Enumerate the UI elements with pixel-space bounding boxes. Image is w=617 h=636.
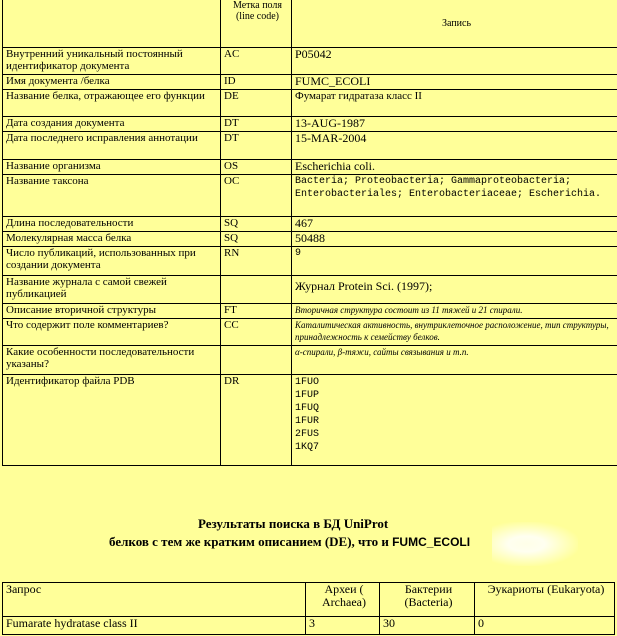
pdb-id: 1FUO xyxy=(295,377,320,388)
entry-name: Название журнала с самой свежей публикацией xyxy=(3,276,221,304)
results-table xyxy=(2,582,615,635)
entry-value: Вторичная структура состоит из 11 тяжей и 21 спирали. xyxy=(292,304,617,319)
entry-name: Идентификатор файла PDB xyxy=(3,375,221,466)
entry-code: AC xyxy=(221,48,292,75)
entry-row-cc xyxy=(3,319,617,346)
results-header-query: Запрос xyxy=(3,583,306,617)
entry-header-row xyxy=(3,0,617,48)
entry-name: Дата последнего исправления аннотации xyxy=(3,132,221,160)
entry-code: DR xyxy=(221,375,292,466)
header-line-code: Метка поля (line code) xyxy=(221,0,292,48)
entry-code: FT xyxy=(221,304,292,319)
pdb-id: 1FUR xyxy=(295,416,320,427)
entry-value: Каталитическая активность, внутриклеточное расположение, тип структуры, принадлежность к семейству белков. xyxy=(292,319,617,346)
entry-row-id xyxy=(3,75,617,90)
entry-value: α-спирали, β-тяжи, сайты связывания и т.п. xyxy=(292,346,617,375)
entry-row-journal xyxy=(3,276,617,304)
entry-value: 9 xyxy=(292,247,617,276)
entry-code: ID xyxy=(221,75,292,90)
pdb-id: 1FUQ xyxy=(295,403,320,414)
entry-row-ft xyxy=(3,304,617,319)
results-header-bacteria: Бактерии (Bacteria) xyxy=(380,583,475,617)
pdb-id: 2FUS xyxy=(295,429,320,440)
entry-row-sq-mass xyxy=(3,232,617,247)
entry-row-os xyxy=(3,160,617,175)
entry-name: Дата создания документа xyxy=(3,117,221,132)
entry-row-dt-updated xyxy=(3,132,617,160)
entry-code xyxy=(221,346,292,375)
results-bacteria: 30 xyxy=(380,617,475,635)
pdb-id: 1KQ7 xyxy=(295,442,320,453)
entry-name: Какие особенности последовательности указаны? xyxy=(3,346,221,375)
results-title-line1: Результаты поиска в БД UniProt xyxy=(198,516,389,531)
entry-value: FUMC_ECOLI xyxy=(292,75,617,90)
entry-value: 13-AUG-1987 xyxy=(292,117,617,132)
entry-code: DT xyxy=(221,117,292,132)
entry-table xyxy=(2,0,617,466)
results-query: Fumarate hydratase class II xyxy=(3,617,306,635)
decorative-glow xyxy=(492,522,578,566)
header-record: Запись xyxy=(292,0,617,48)
entry-name: Название организма xyxy=(3,160,221,175)
entry-code: DT xyxy=(221,132,292,160)
results-title-line2-prefix: белков с тем же кратким описанием (DE), что и xyxy=(109,534,393,549)
results-title-line2-code: FUMC_ECOLI xyxy=(392,535,471,549)
entry-name: Длина последовательности xyxy=(3,217,221,232)
entry-name: Молекулярная масса белка xyxy=(3,232,221,247)
entry-value: Escherichia coli. xyxy=(292,160,617,175)
entry-row-dr xyxy=(3,375,617,466)
entry-code: OS xyxy=(221,160,292,175)
entry-name: Имя документа /белка xyxy=(3,75,221,90)
entry-row-ac xyxy=(3,48,617,75)
entry-name: Что содержит поле комментариев? xyxy=(3,319,221,346)
entry-code xyxy=(221,276,292,304)
results-header-row xyxy=(3,583,615,617)
entry-code: SQ xyxy=(221,232,292,247)
header-field xyxy=(3,0,221,48)
entry-value: P05042 xyxy=(292,48,617,75)
entry-value: 15-MAR-2004 xyxy=(292,132,617,160)
entry-name: Число публикаций, использованных при создании документа xyxy=(3,247,221,276)
entry-name: Внутренний уникальный постоянный идентификатор документа xyxy=(3,48,221,75)
entry-value: Фумарат гидратаза класс II xyxy=(292,90,617,117)
results-header-archaea: Археи ( Archaea) xyxy=(306,583,380,617)
entry-row-sq-length xyxy=(3,217,617,232)
entry-value: 50488 xyxy=(292,232,617,247)
results-eukaryota: 0 xyxy=(475,617,615,635)
entry-name: Описание вторичной структуры xyxy=(3,304,221,319)
entry-row-dt-created xyxy=(3,117,617,132)
entry-code: CC xyxy=(221,319,292,346)
entry-name: Название белка, отражающее его функции xyxy=(3,90,221,117)
entry-value: Журнал Protein Sci. (1997); xyxy=(292,276,617,304)
entry-code: SQ xyxy=(221,217,292,232)
results-row xyxy=(3,617,615,635)
results-archaea: 3 xyxy=(306,617,380,635)
entry-value: 467 xyxy=(292,217,617,232)
entry-row-rn xyxy=(3,247,617,276)
entry-name: Название таксона xyxy=(3,175,221,217)
entry-value-pdb xyxy=(292,375,617,466)
entry-code: RN xyxy=(221,247,292,276)
entry-code: DE xyxy=(221,90,292,117)
entry-row-oc xyxy=(3,175,617,217)
results-title-line2 xyxy=(109,534,470,550)
entry-row-de xyxy=(3,90,617,117)
pdb-id: 1FUP xyxy=(295,390,320,401)
results-header-eukaryota: Эукариоты (Eukaryota) xyxy=(475,583,615,617)
entry-row-features xyxy=(3,346,617,375)
entry-value: Bacteria; Proteobacteria; Gammaproteobacteria; Enterobacteriales; Enterobacteriaceae; Escherichia. xyxy=(292,175,617,217)
entry-code: OC xyxy=(221,175,292,217)
